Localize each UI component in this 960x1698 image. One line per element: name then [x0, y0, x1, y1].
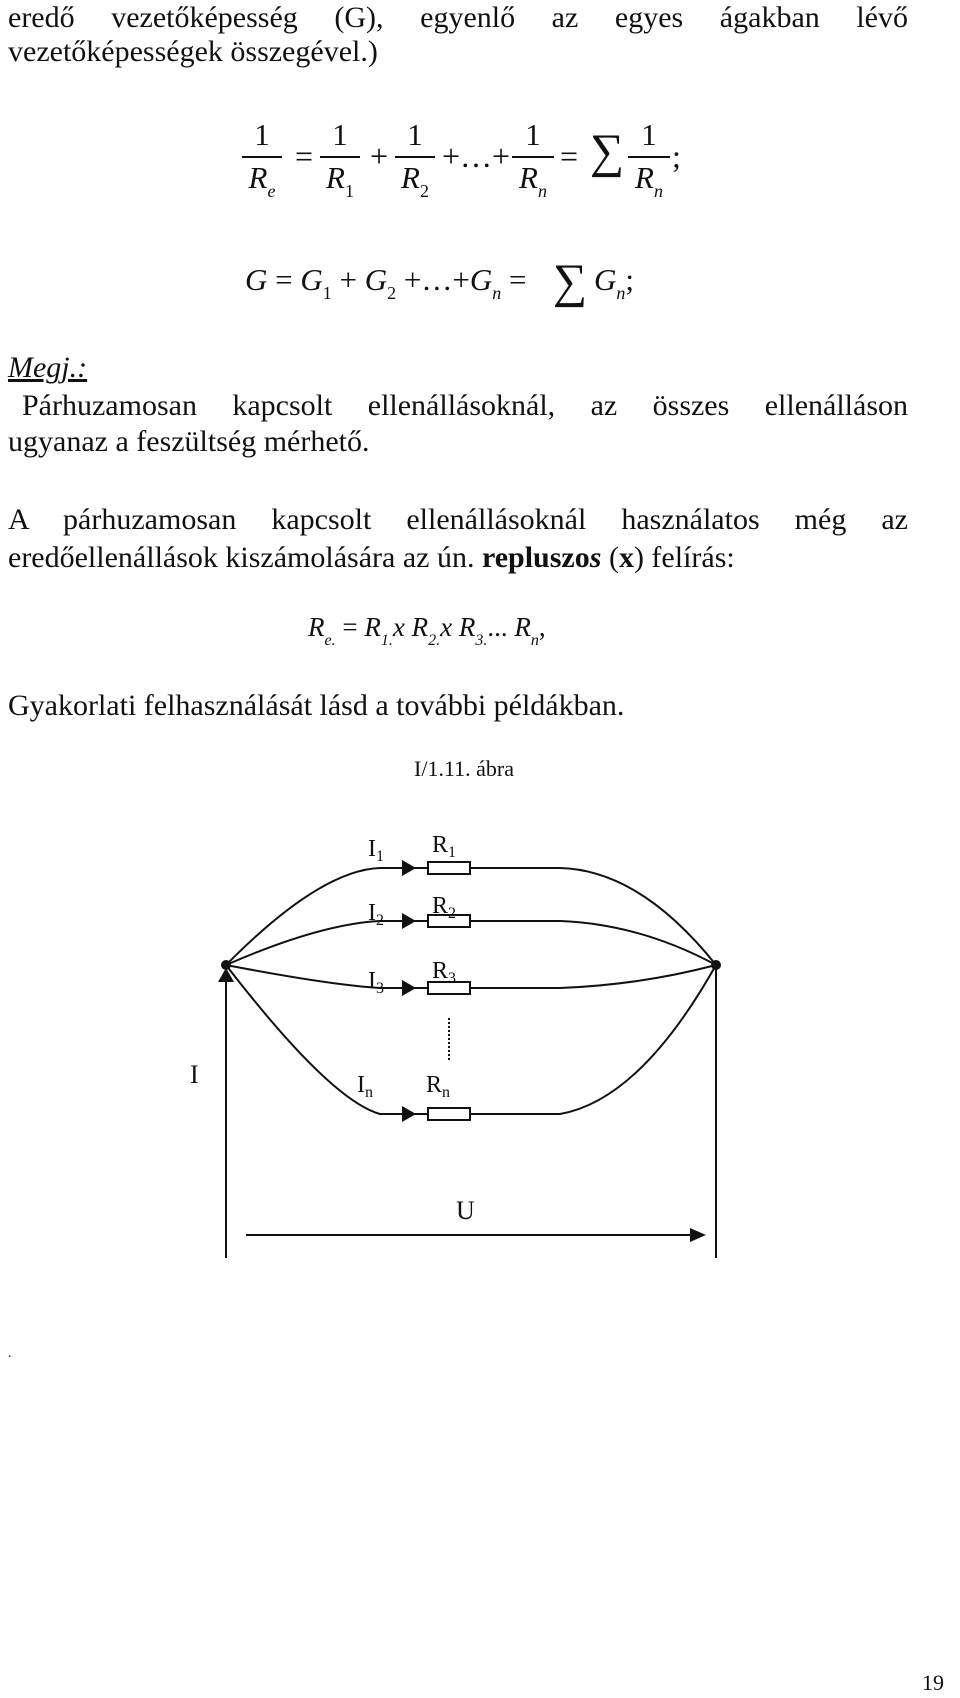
branch-3-left [226, 965, 428, 988]
sigma-icon: ∑ [553, 255, 588, 308]
branch-2-right [470, 921, 716, 965]
resistor-label-2: $R_2$ [432, 893, 457, 922]
formula-replusz: $R_{e.} = R_{1.}x$ $R_{2.}x$ $R_{3.}$... $R_n$, [308, 612, 546, 649]
current-arrow-3-icon [402, 980, 416, 996]
current-arrow-2-icon [402, 913, 416, 929]
numerator: 1 [254, 117, 270, 152]
denominator: $R_n$ [519, 160, 547, 201]
voltage-arrow-icon [690, 1228, 706, 1242]
total-current-arrow-icon [218, 968, 234, 982]
current-arrow-n-icon [402, 1106, 416, 1122]
sigma-icon: ∑ [590, 125, 625, 178]
resistor-label-n: $R_n$ [426, 1072, 451, 1101]
denominator: $R_2$ [401, 160, 429, 201]
total-current-label: I [190, 1060, 199, 1089]
current-label-3: $I_3$ [368, 968, 384, 997]
current-label-1: $I_1$ [368, 836, 384, 865]
equals-sign: = [560, 138, 579, 174]
voltage-label: U [456, 1196, 475, 1225]
plus-dots-plus: +…+ [442, 138, 511, 174]
stray-dot: . [8, 1346, 12, 1361]
resistor-label-3: $R_3$ [432, 958, 457, 987]
paragraph-1-line-1: Párhuzamosan kapcsolt ellenállásoknál, az összes ellenálláson [22, 389, 908, 422]
branch-1-left [226, 868, 428, 965]
formula-conductance: $G = G_1 + G_2$ $+\dots+G_n$ = [245, 262, 527, 303]
numerator: 1 [525, 117, 541, 152]
denominator: $R_1$ [326, 160, 354, 201]
paragraph-1-line-2: ugyanaz a feszültség mérhető. [8, 425, 370, 458]
numerator: 1 [407, 117, 423, 152]
paragraph-3: Gyakorlati felhasználását lásd a további példákban. [8, 689, 625, 722]
current-label-2: $I_2$ [368, 900, 384, 929]
branch-3-right [470, 965, 716, 988]
numerator: 1 [332, 117, 348, 152]
branch-1-right [470, 868, 716, 965]
plus-sign: + [370, 138, 389, 174]
denominator: $R_n$ [635, 160, 663, 201]
figure-caption: I/1.11. ábra [414, 756, 514, 781]
resistor-1 [428, 862, 470, 874]
current-label-n: $I_n$ [357, 1072, 373, 1101]
page-number: 19 [922, 1670, 944, 1695]
text-line-2: vezetőképességek összegével.) [8, 35, 378, 68]
branch-2-left [226, 921, 428, 965]
equals-sign: = [295, 138, 314, 174]
paragraph-2-line-1: A párhuzamosan kapcsolt ellenállásoknál használatos még az [8, 503, 908, 536]
text-line-1: eredő vezetőképesség (G), egyenlő az egyes ágakban lévő [8, 1, 908, 34]
semicolon: ; [672, 138, 681, 174]
resistor-label-1: $R_1$ [432, 832, 457, 861]
current-arrow-1-icon [402, 860, 416, 876]
paragraph-2-line-2: eredőellenállások kiszámolására az ún. repluszos (x) felírás: [8, 541, 735, 574]
right-node [711, 960, 721, 970]
resistor-n [428, 1108, 470, 1120]
note-heading: Megj.: [8, 351, 88, 384]
formula-conductance-sum: $G_n$; [594, 262, 635, 303]
numerator: 1 [641, 117, 657, 152]
denominator: $R_e$ [248, 160, 276, 201]
